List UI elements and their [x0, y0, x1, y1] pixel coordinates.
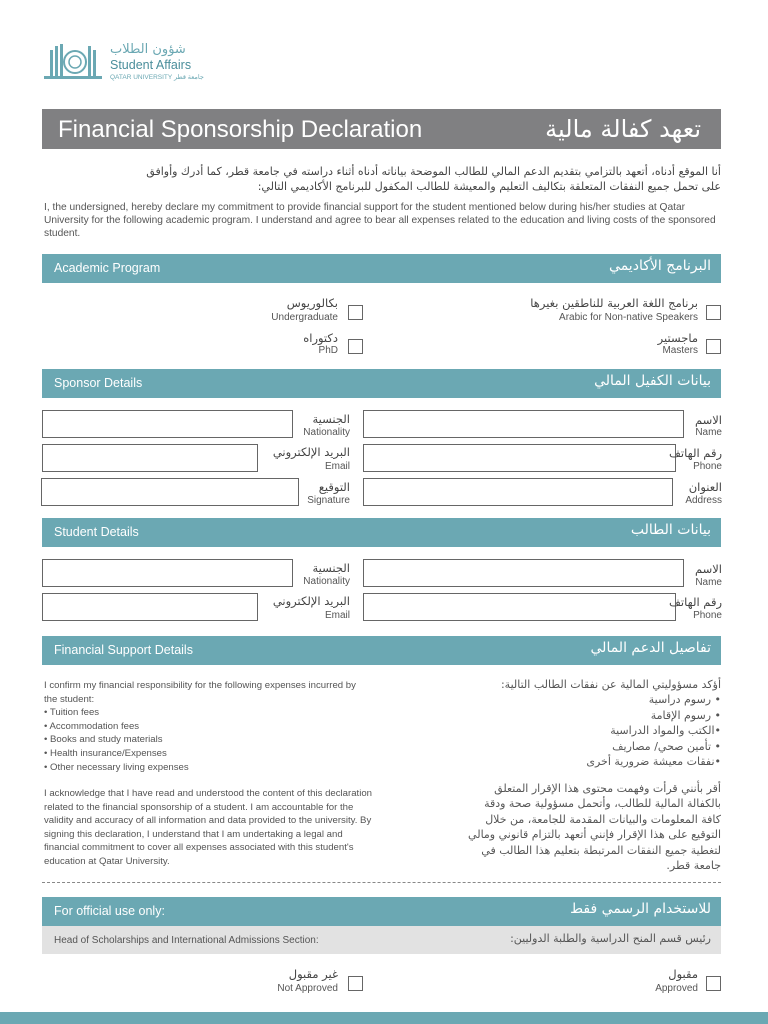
- financial-ar-line: •نفقات معيشة ضرورية أخرى: [586, 755, 721, 769]
- sponsor-name-label-ar: الاسم: [694, 413, 722, 427]
- masters-label-ar: ماجستير: [657, 331, 698, 345]
- sponsor-email-label-en: Email: [324, 461, 350, 472]
- student-nationality-field[interactable]: [42, 559, 293, 587]
- financial-ar-line: • تأمين صحي/ مصاريف: [612, 739, 721, 753]
- logo: [44, 42, 214, 84]
- financial-support-header: [42, 636, 721, 665]
- ack-en-line: education at Qatar University.: [44, 855, 170, 867]
- phd-checkbox[interactable]: [348, 339, 363, 354]
- intro-arabic-line-2: على تحمل جميع النفقات المتعلقة بتكاليف التعليم والمعيشة للطالب المكفول للبرنامج الأكاديمي التالي:: [257, 180, 721, 193]
- student-phone-label-ar: رقم الهاتف: [669, 595, 722, 609]
- not-approved-checkbox[interactable]: [348, 976, 363, 991]
- sponsor-phone-label-en: Phone: [693, 461, 722, 472]
- sponsor-email-label-ar: البريد الإلكتروني: [272, 445, 350, 459]
- ack-en-line: financial commitment to cover all expenses associated with this student's: [44, 842, 354, 854]
- dashed-divider: [42, 882, 721, 883]
- not-approved-label-ar: غير مقبول: [288, 967, 338, 981]
- sponsor-nationality-label-ar: الجنسية: [312, 412, 350, 426]
- ack-en-line: related to the financial sponsorship of a student. I am accountable for the: [44, 801, 354, 813]
- sponsor-signature-field[interactable]: [41, 478, 299, 506]
- financial-en-line: I confirm my financial responsibility for the following expenses incurred by: [44, 680, 356, 691]
- financial-ar-line: • رسوم الإقامة: [650, 708, 721, 722]
- section-head-label-ar: رئيس قسم المنح الدراسية والطلبة الدوليين:: [510, 932, 711, 945]
- financial-ar-line: • رسوم دراسية: [648, 693, 721, 707]
- financial-header-ar: تفاصيل الدعم المالي: [590, 640, 711, 656]
- sponsor-address-field[interactable]: [363, 478, 673, 506]
- student-name-label-ar: الاسم: [694, 562, 722, 576]
- ack-en-line: validity and accuracy of all information and data provided to the university. By: [44, 815, 372, 827]
- financial-en-line: • Books and study materials: [44, 734, 163, 746]
- undergraduate-checkbox[interactable]: [348, 305, 363, 320]
- student-header-ar: بيانات الطالب: [630, 522, 711, 538]
- footer-bar: [0, 1012, 768, 1024]
- ack-ar-line: كافة المعلومات والبيانات المقدمة للجامعة، من خلال: [485, 812, 721, 826]
- financial-ar-line: •الكتب والمواد الدراسية: [610, 724, 721, 738]
- approved-label-en: Approved: [655, 983, 698, 994]
- student-name-field[interactable]: [363, 559, 684, 587]
- financial-acknowledgement-en: [44, 787, 394, 869]
- financial-en-line: • Other necessary living expenses: [44, 761, 189, 773]
- arabic-program-checkbox[interactable]: [706, 305, 721, 320]
- sponsor-phone-field[interactable]: [363, 444, 676, 472]
- sponsor-signature-label-en: Signature: [307, 495, 350, 506]
- financial-en-line: • Tuition fees: [44, 707, 100, 719]
- student-phone-label-en: Phone: [693, 610, 722, 621]
- student-nationality-label-ar: الجنسية: [312, 561, 350, 575]
- student-details-header: [42, 518, 721, 547]
- undergraduate-label-en: Undergraduate: [271, 312, 338, 323]
- student-name-label-en: Name: [695, 577, 722, 588]
- ack-ar-line: بالكفالة المالية للطالب، وأتحمل مسؤولية صحة ودقة: [484, 797, 721, 811]
- financial-en-line: • Health insurance/Expenses: [44, 747, 167, 759]
- not-approved-label-en: Not Approved: [277, 983, 338, 994]
- undergraduate-label-ar: بكالوريوس: [286, 296, 338, 310]
- student-nationality-label-en: Nationality: [303, 576, 350, 587]
- phd-label-en: PhD: [318, 345, 338, 356]
- qu-emblem-icon: [44, 42, 104, 82]
- approved-label-ar: مقبول: [668, 967, 698, 981]
- student-email-field[interactable]: [42, 593, 258, 621]
- ack-ar-line: أقر بأنني قرأت وفهمت محتوى هذا الإقرار المتعلق: [494, 782, 721, 795]
- academic-header-en: Academic Program: [54, 261, 161, 275]
- logo-subtitle: QATAR UNIVERSITY جامعة قطر: [110, 74, 204, 81]
- page-title-arabic: تعهد كفالة مالية: [545, 115, 701, 143]
- arabic-program-label-en: Arabic for Non-native Speakers: [559, 312, 698, 323]
- arabic-program-label-ar: برنامج اللغة العربية للناطقين بغيرها: [530, 296, 698, 310]
- financial-acknowledgement-ar: [421, 781, 721, 873]
- ack-en-line: I acknowledge that I have read and understood the content of this declaration: [44, 788, 373, 799]
- intro-arabic-line-1: أنا الموقع أدناه، أتعهد بالتزامي بتقديم الدعم المالي للطالب الموضحة بياناته أدناه أثناء دراسته في جامعة قطر، كما أدرك وأوافق: [146, 165, 721, 178]
- intro-english: I, the undersigned, hereby declare my commitment to provide financial support for the student mentioned below during his/her studies at Qatar University for the following academic program. I understand and agree to bear all expenses related to the education and living costs of the sponsored student.: [44, 202, 716, 239]
- masters-label-en: Masters: [662, 345, 698, 356]
- official-header-ar: للاستخدام الرسمي فقط: [570, 901, 711, 917]
- sponsor-address-label-ar: العنوان: [688, 480, 722, 494]
- financial-en-line: • Accommodation fees: [44, 720, 140, 732]
- student-header-en: Student Details: [54, 525, 139, 539]
- official-use-header: [42, 897, 721, 926]
- financial-en-line: the student:: [44, 693, 95, 705]
- academic-header-ar: البرنامج الأكاديمي: [609, 258, 711, 274]
- masters-checkbox[interactable]: [706, 339, 721, 354]
- ack-en-line: signing this declaration, I understand that I am undertaking a legal and: [44, 828, 343, 840]
- financial-expenses-ar: [421, 677, 721, 769]
- sponsor-email-field[interactable]: [42, 444, 258, 472]
- financial-ar-line: أؤكد مسؤوليتي المالية عن نفقات الطالب التالية:: [500, 678, 721, 691]
- financial-expenses-en: [44, 679, 394, 774]
- official-header-en: For official use only:: [54, 904, 165, 918]
- student-phone-field[interactable]: [363, 593, 676, 621]
- ack-ar-line: التوقيع على هذا الإقرار فإنني أتعهد بالتزام قانوني ومالي: [468, 828, 721, 842]
- sponsor-nationality-field[interactable]: [42, 410, 293, 438]
- ack-ar-line: جامعة قطر.: [666, 859, 721, 873]
- sponsor-header-en: Sponsor Details: [54, 376, 143, 390]
- section-head-bar: [42, 926, 721, 954]
- sponsor-nationality-label-en: Nationality: [303, 427, 350, 438]
- sponsor-header-ar: بيانات الكفيل المالي: [594, 373, 711, 389]
- approved-checkbox[interactable]: [706, 976, 721, 991]
- academic-program-header: [42, 254, 721, 283]
- financial-header-en: Financial Support Details: [54, 643, 193, 657]
- title-bar: [42, 109, 721, 149]
- student-email-label-ar: البريد الإلكتروني: [272, 594, 350, 608]
- logo-english: Student Affairs: [110, 58, 192, 72]
- logo-arabic: شؤون الطلاب: [110, 42, 186, 57]
- page-title-english: Financial Sponsorship Declaration: [58, 116, 423, 143]
- sponsor-name-field[interactable]: [363, 410, 684, 438]
- sponsor-address-label-en: Address: [685, 495, 722, 506]
- sponsor-name-label-en: Name: [695, 427, 722, 438]
- phd-label-ar: دكتوراه: [303, 331, 338, 345]
- ack-ar-line: لتغطية جميع النفقات المرتبطة بتعليم هذا الطالب في: [481, 843, 721, 857]
- student-email-label-en: Email: [324, 610, 350, 621]
- sponsor-signature-label-ar: التوقيع: [318, 480, 350, 494]
- sponsor-details-header: [42, 369, 721, 398]
- sponsor-phone-label-ar: رقم الهاتف: [669, 446, 722, 460]
- section-head-label-en: Head of Scholarships and International Admissions Section:: [54, 935, 319, 946]
